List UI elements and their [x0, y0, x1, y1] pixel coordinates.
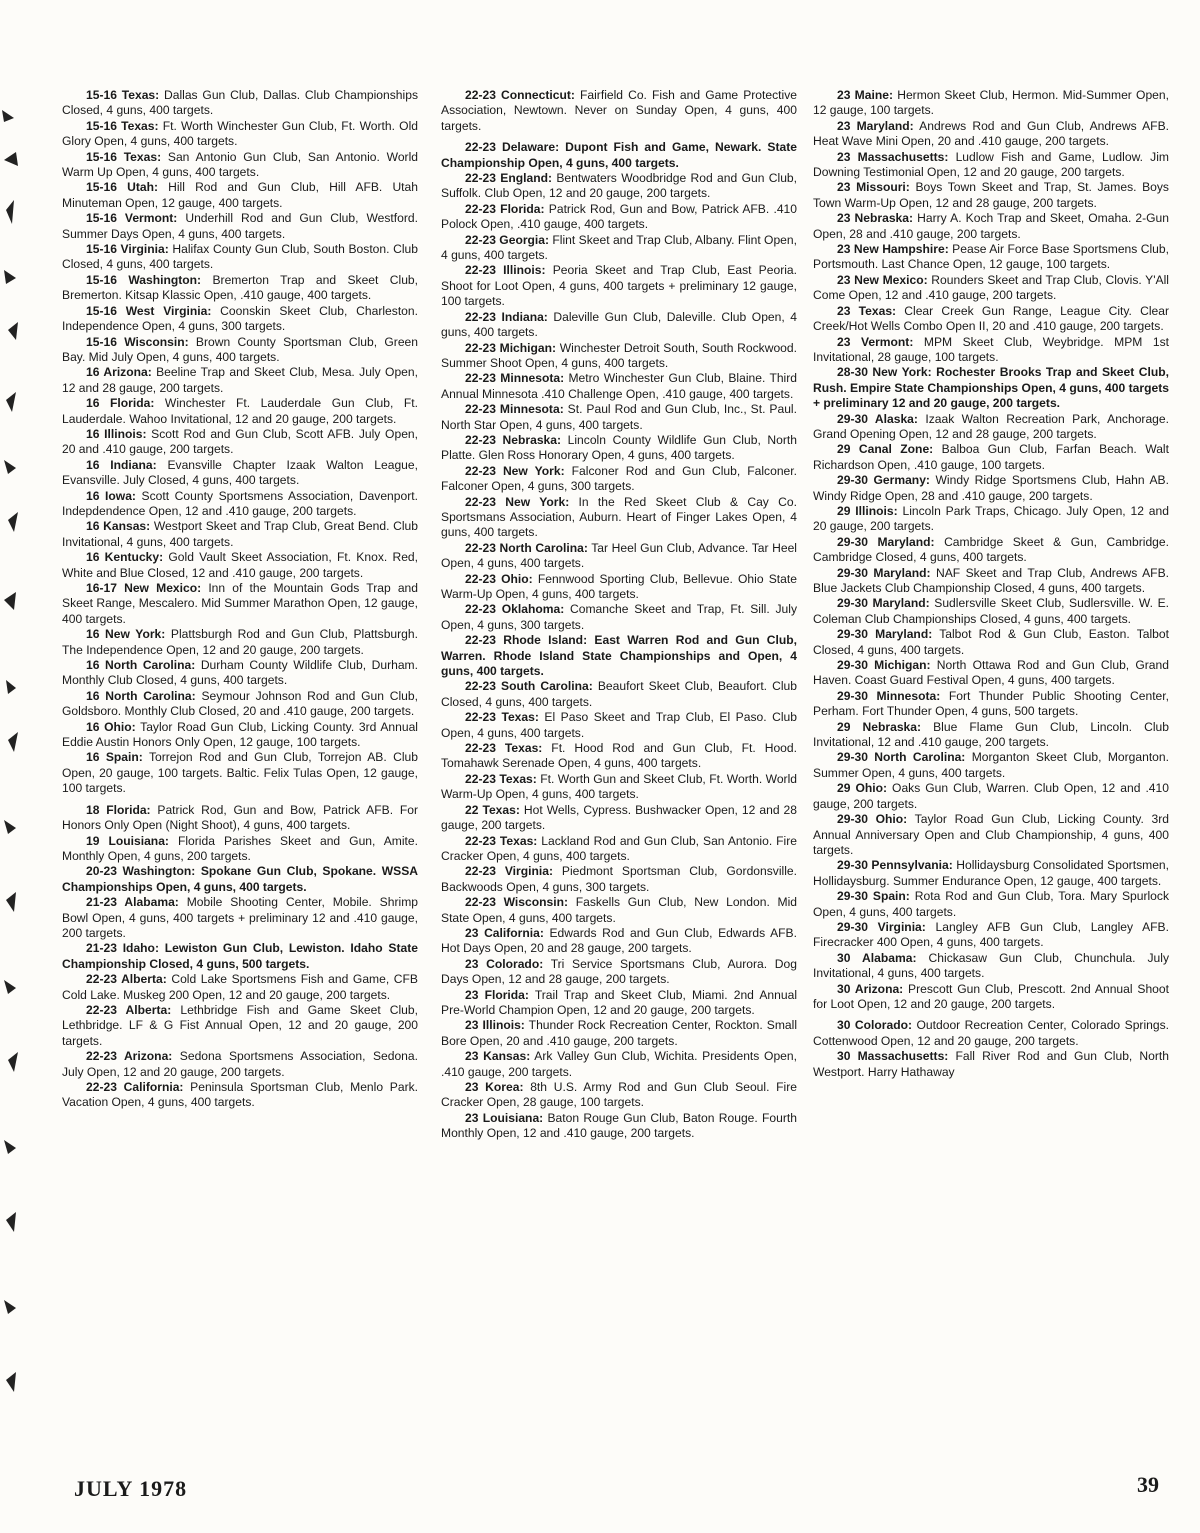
- event-date-location: 29-30 Germany:: [837, 473, 930, 488]
- event-listing: [62, 211, 418, 242]
- event-details: Westport Skeet and Trap Club, Great Bend. Club Invitational, 4 guns, 400 targets.: [62, 519, 418, 549]
- event-details: MPM Skeet Club, Weybridge. MPM 1st Invitational, 28 gauge, 100 targets.: [813, 334, 1170, 364]
- event-listing: [813, 812, 1169, 858]
- event-listing: [813, 920, 1169, 951]
- event-listing: [441, 1111, 797, 1142]
- event-date-location: 22-23 New York:: [465, 494, 570, 509]
- event-listing: [813, 658, 1169, 689]
- event-details: Spokane Gun Club, Spokane. WSSA Championships Open, 4 guns, 400 targets.: [62, 864, 419, 894]
- event-details: Outdoor Recreation Center, Colorado Springs. Cottenwood Open, 12 and 20 gauge, 200 targets.: [813, 1018, 1169, 1048]
- event-listing: [441, 202, 797, 233]
- event-listing: [813, 750, 1169, 781]
- event-date-location: 16 North Carolina:: [86, 688, 196, 703]
- event-date-location: 16 New York:: [86, 627, 166, 642]
- event-details: Taylor Road Gun Club, Licking County. 3rd Annual Anniversary Open and Club Championship, 4 guns, 400 targets.: [813, 812, 1169, 857]
- event-details: Hot Wells, Cypress. Bushwacker Open, 12 and 28 gauge, 200 targets.: [441, 802, 798, 833]
- event-listing: [813, 242, 1169, 273]
- event-date-location: 15-16 Washington:: [86, 272, 202, 287]
- event-date-location: 15-16 Utah:: [86, 180, 158, 195]
- event-details: Bremerton Trap and Skeet Club, Bremerton. Kitsap Klassic Open, .410 gauge, 400 targets.: [62, 272, 419, 303]
- event-details: Evansville Chapter Izaak Walton League, Evansville. July Closed, 4 guns, 400 targets.: [62, 457, 418, 488]
- event-listing: [441, 1049, 797, 1080]
- event-details: Cold Lake Sportsmens Fish and Game, CFB Cold Lake. Muskeg 200 Open, 12 and 20 gauge, 200 targets.: [62, 972, 418, 1002]
- event-date-location: 15-16 Texas:: [86, 149, 162, 164]
- event-details: Brown County Sportsman Club, Green Bay. Mid July Open, 4 guns, 400 targets.: [62, 334, 418, 364]
- event-listing: [62, 627, 418, 658]
- event-listing: [813, 365, 1169, 411]
- event-listing: [441, 341, 797, 372]
- event-details: Trail Trap and Skeet Club, Miami. 2nd Annual Pre-World Champion Open, 12 and 20 gauge, 200 targets.: [441, 987, 798, 1017]
- event-date-location: 15-16 Wisconsin:: [86, 334, 189, 349]
- event-details: Halifax County Gun Club, South Boston. Club Closed, 4 guns, 400 targets.: [62, 242, 418, 272]
- event-details: Andrews Rod and Gun Club, Andrews AFB. Heat Wave Mini Open, 20 and .410 gauge, 200 targets.: [813, 118, 1169, 149]
- event-listing: [62, 180, 418, 211]
- event-listing: [813, 781, 1169, 812]
- event-date-location: 29 Ohio:: [837, 781, 888, 796]
- event-details: Dupont Fish and Game, Newark. State Championship Open, 4 guns, 400 targets.: [441, 140, 797, 170]
- event-listing: [813, 689, 1169, 720]
- event-details: Talbot Rod & Gun Club, Easton. Talbot Closed, 4 guns, 400 targets.: [813, 627, 1169, 657]
- event-details: Blue Flame Gun Club, Lincoln. Club Invitational, 12 and .410 gauge, 200 targets.: [813, 719, 1169, 750]
- event-details: Edwards Rod and Gun Club, Edwards AFB. Hot Days Open, 20 and 28 gauge, 200 targets.: [441, 925, 797, 956]
- event-listing: [441, 371, 797, 402]
- event-date-location: 23 Maine:: [837, 88, 893, 102]
- event-listing: [441, 1080, 797, 1111]
- event-date-location: 22-23 Delaware:: [465, 140, 560, 155]
- event-details: Lethbridge Fish and Game Skeet Club, Lethbridge. LF & G Fist Annual Open, 12 and 20 gauge, 200 targets.: [62, 1002, 418, 1048]
- event-date-location: 29 Illinois:: [837, 503, 898, 518]
- event-date-location: 30 Massachusetts:: [837, 1049, 949, 1064]
- event-date-location: 16 Indiana:: [86, 457, 157, 472]
- event-date-location: 29-30 Alaska:: [837, 411, 918, 426]
- event-details: Baton Rouge Gun Club, Baton Rouge. Fourth Monthly Open, 12 and .410 gauge, 200 targets.: [441, 1110, 797, 1141]
- event-details: El Paso Skeet and Trap Club, El Paso. Club Open, 4 guns, 400 targets.: [441, 710, 797, 740]
- event-date-location: 23 New Hampshire:: [837, 242, 949, 257]
- event-listing: [62, 304, 418, 335]
- event-listing: [813, 119, 1169, 150]
- event-details: Sudlersville Skeet Club, Sudlersville. W. E. Coleman Club Championships Closed, 4 guns, 400 targets.: [813, 596, 1169, 626]
- event-details: Langley AFB Gun Club, Langley AFB. Firecracker 400 Open, 4 guns, 400 targets.: [813, 919, 1169, 950]
- page-number: 39: [1137, 1472, 1159, 1497]
- event-date-location: 29-30 North Carolina:: [837, 750, 966, 765]
- event-details: Torrejon Rod and Gun Club, Torrejon AB. Club Open, 20 gauge, 100 targets. Baltic. Felix Tulas Open, 12 gauge, 100 targets.: [62, 750, 418, 796]
- event-details: Lincoln Park Traps, Chicago. July Open, 12 and 20 gauge, 200 targets.: [813, 503, 1169, 534]
- event-listing: [813, 951, 1169, 982]
- event-details: Florida Parishes Skeet and Gun, Amite. Monthly Open, 4 guns, 200 targets.: [62, 833, 418, 863]
- event-listing: [62, 895, 418, 941]
- event-listing: [441, 988, 797, 1019]
- event-details: Daleville Gun Club, Daleville. Club Open, 4 guns, 400 targets.: [441, 309, 798, 340]
- event-listing: [813, 1049, 1169, 1080]
- event-date-location: 29 Canal Zone:: [837, 442, 934, 457]
- event-listing: [62, 581, 418, 627]
- event-details: Metro Winchester Gun Club, Blaine. Third Annual Minnesota .410 Challenge Open, .410 gauge, 400 targets.: [441, 371, 797, 401]
- event-listing: [62, 242, 418, 273]
- event-details: Taylor Road Gun Club, Licking County. 3rd Annual Eddie Austin Honors Only Open, 12 gauge, 100 targets.: [62, 719, 418, 750]
- event-date-location: 22-23 England:: [465, 171, 553, 186]
- event-details: Scott County Sportsmens Association, Davenport. Indepdendence Open, 12 and .410 gauge, 200 targets.: [62, 488, 418, 518]
- event-listing: [441, 541, 797, 572]
- event-listing: [441, 803, 797, 834]
- event-date-location: 23 Massachusetts:: [837, 149, 949, 164]
- event-date-location: 19 Louisiana:: [86, 833, 169, 848]
- event-date-location: 16 Kentucky:: [86, 550, 164, 565]
- event-details: Piedmont Sportsman Club, Gordonsville. Backwoods Open, 4 guns, 300 targets.: [441, 864, 797, 894]
- event-listing: [441, 1018, 797, 1049]
- event-listing: [62, 396, 418, 427]
- event-details: Falconer Rod and Gun Club, Falconer. Falconer Open, 4 guns, 300 targets.: [441, 463, 797, 494]
- event-date-location: 22-23 Michigan:: [465, 340, 557, 355]
- event-date-location: 29-30 Maryland:: [837, 565, 931, 580]
- event-date-location: 23 Colorado:: [465, 956, 544, 971]
- event-details: Harry A. Koch Trap and Skeet, Omaha. 2-Gun Open, 28 and .410 gauge, 200 targets.: [813, 211, 1170, 241]
- event-listing: [62, 550, 418, 581]
- event-date-location: 16 Iowa:: [86, 488, 136, 503]
- event-details: Prescott Gun Club, Prescott. 2nd Annual Shoot for Loot Open, 12 and 20 gauge, 200 targets.: [813, 981, 1169, 1011]
- event-listing: [813, 504, 1169, 535]
- event-date-location: 30 Colorado:: [837, 1018, 913, 1033]
- event-details: Seymour Johnson Rod and Gun Club, Goldsboro. Monthly Club Closed, 20 and .410 gauge, 200 targets.: [62, 688, 418, 719]
- event-listing: [813, 180, 1169, 211]
- event-date-location: 15-16 Texas:: [86, 88, 160, 102]
- event-details: Boys Town Skeet and Trap, St. James. Boys Town Warm-Up Open, 12 and 28 gauge, 200 targets.: [813, 180, 1169, 210]
- event-date-location: 23 Florida:: [465, 987, 529, 1002]
- event-details: Izaak Walton Recreation Park, Anchorage. Grand Opening Open, 12 and 28 gauge, 200 targets.: [813, 411, 1169, 441]
- event-date-location: 23 Maryland:: [837, 118, 914, 133]
- event-details: Fort Thunder Public Shooting Center, Perham. Fort Thunder Open, 4 guns, 500 targets.: [813, 688, 1169, 719]
- listing-column-1: [62, 88, 418, 1111]
- event-date-location: 16 Ohio:: [86, 719, 136, 734]
- event-details: Ark Valley Gun Club, Wichita. Presidents Open, .410 gauge, 200 targets.: [441, 1049, 797, 1079]
- event-details: Underhill Rod and Gun Club, Westford. Summer Days Open, 4 guns, 400 targets.: [62, 211, 418, 241]
- event-date-location: 23 Illinois:: [465, 1018, 525, 1033]
- event-listing: [813, 211, 1169, 242]
- event-date-location: 16 North Carolina:: [86, 658, 196, 673]
- event-date-location: 28-30 New York:: [837, 365, 932, 380]
- event-details: Sedona Sportsmens Association, Sedona. July Open, 12 and 20 gauge, 200 targets.: [62, 1049, 418, 1079]
- event-date-location: 22-23 Minnesota:: [465, 402, 564, 417]
- event-details: Winchester Ft. Lauderdale Gun Club, Ft. Lauderdale. Wahoo Invitational, 12 and 20 gauge, 200 targets.: [62, 396, 418, 426]
- event-listing: [441, 310, 797, 341]
- event-listing: [813, 566, 1169, 597]
- event-details: San Antonio Gun Club, San Antonio. World Warm Up Open, 4 guns, 400 targets.: [62, 149, 418, 180]
- event-details: Rounders Skeet and Trap Club, Clovis. Y'All Come Open, 12 and .410 gauge, 200 targets.: [813, 272, 1169, 303]
- event-listing: [62, 519, 418, 550]
- event-details: Patrick Rod, Gun and Bow, Patrick AFB. For Honors Only Open (Night Shoot), 4 guns, 400 targets.: [62, 802, 418, 833]
- event-date-location: 23 Missouri:: [837, 180, 910, 195]
- event-date-location: 23 Vermont:: [837, 334, 914, 349]
- event-details: Ft. Hood Rod and Gun Club, Ft. Hood. Tomahawk Serenade Open, 4 guns, 400 targets.: [441, 741, 797, 771]
- event-details: Gold Vault Skeet Association, Ft. Knox. Red, White and Blue Closed, 12 and .410 gauge, 200 targets.: [62, 550, 419, 580]
- event-details: Oaks Gun Club, Warren. Club Open, 12 and .410 gauge, 200 targets.: [813, 781, 1169, 811]
- event-details: Rota Rod and Gun Club, Tora. Mary Spurlock Open, 4 guns, 400 targets.: [813, 889, 1169, 919]
- event-details: Lackland Rod and Gun Club, San Antonio. Fire Cracker Open, 4 guns, 400 targets.: [441, 833, 797, 863]
- event-details: Hill Rod and Gun Club, Hill AFB. Utah Minuteman Open, 12 gauge, 400 targets.: [62, 180, 418, 210]
- event-details: Flint Skeet and Trap Club, Albany. Flint Open, 4 guns, 400 targets.: [441, 232, 797, 263]
- event-details: In the Red Skeet Club & Cay Co. Sportsmans Association, Auburn. Heart of Finger Lakes Open, 4 guns, 400 targets.: [441, 494, 797, 540]
- event-date-location: 22 Texas:: [465, 802, 520, 817]
- listing-column-2: [441, 88, 797, 1142]
- event-date-location: 22-23 Texas:: [465, 771, 537, 786]
- event-date-location: 22-23 Indiana:: [465, 309, 548, 324]
- event-listing: [441, 602, 797, 633]
- event-date-location: 22-23 Rhode Island:: [465, 633, 588, 648]
- event-date-location: 22-23 Illinois:: [465, 263, 546, 278]
- event-details: St. Paul Rod and Gun Club, Inc., St. Paul. North Star Open, 4 guns, 400 targets.: [441, 402, 797, 432]
- event-date-location: 15-16 Vermont:: [86, 211, 178, 226]
- event-date-location: 29-30 Maryland:: [837, 596, 930, 611]
- event-listing: [441, 957, 797, 988]
- event-listing: [813, 473, 1169, 504]
- event-listing: [813, 412, 1169, 443]
- event-date-location: 22-23 New York:: [465, 463, 565, 478]
- event-details: Thunder Rock Recreation Center, Rockton. Small Bore Open, 20 and .410 gauge, 200 targets.: [441, 1018, 798, 1048]
- event-listing: [62, 834, 418, 865]
- event-date-location: 23 Kansas:: [465, 1049, 531, 1064]
- event-date-location: 22-23 Texas:: [465, 710, 539, 725]
- event-listing: [62, 335, 418, 366]
- event-listing: [813, 720, 1169, 751]
- event-date-location: 22-23 Connecticut:: [465, 88, 575, 102]
- event-date-location: 22-23 Nebraska:: [465, 432, 562, 447]
- event-details: Pease Air Force Base Sportsmens Club, Portsmouth. Last Chance Open, 12 gauge, 100 targets.: [813, 242, 1169, 272]
- event-details: Hollidaysburg Consolidated Sportsmen, Hollidaysburg. Summer Endurance Open, 12 gauge, 400 targets.: [813, 858, 1170, 888]
- event-date-location: 16 Florida:: [86, 396, 155, 411]
- event-listing: [441, 88, 797, 134]
- event-date-location: 29-30 Maryland:: [837, 627, 933, 642]
- event-listing: [62, 750, 418, 796]
- event-listing: [62, 489, 418, 520]
- event-date-location: 22-23 Florida:: [465, 201, 545, 216]
- event-date-location: 16-17 New Mexico:: [86, 581, 202, 595]
- event-listing: [813, 982, 1169, 1013]
- event-listing: [813, 858, 1169, 889]
- event-listing: [813, 150, 1169, 181]
- event-listing: [813, 442, 1169, 473]
- event-date-location: 23 California:: [465, 925, 544, 940]
- event-date-location: 30 Arizona:: [837, 981, 904, 996]
- event-details: Clear Creek Gun Range, League City. Clear Creek/Hot Wells Combo Open II, 20 and .410 gauge, 200 targets.: [813, 303, 1169, 334]
- event-date-location: 22-23 North Carolina:: [465, 540, 588, 555]
- event-listing: [441, 140, 797, 171]
- event-listing: [441, 572, 797, 603]
- event-details: Fennwood Sporting Club, Bellevue. Ohio State Warm-Up Open, 4 guns, 400 targets.: [441, 571, 797, 601]
- event-listing: [441, 402, 797, 433]
- event-details: Beeline Trap and Skeet Club, Mesa. July Open, 12 and 28 gauge, 200 targets.: [62, 365, 418, 395]
- event-details: Tar Heel Gun Club, Advance. Tar Heel Open, 4 guns, 400 targets.: [441, 540, 797, 571]
- event-date-location: 22-23 Arizona:: [86, 1049, 173, 1064]
- event-listing: [813, 335, 1169, 366]
- event-listing: [441, 895, 797, 926]
- event-listing: [62, 458, 418, 489]
- event-date-location: 18 Florida:: [86, 802, 151, 817]
- event-listing: [813, 535, 1169, 566]
- event-details: North Ottawa Rod and Gun Club, Grand Haven. Coast Guard Festival Open, 4 guns, 400 targets.: [813, 658, 1169, 688]
- event-details: Faskells Gun Club, New London. Mid State Open, 4 guns, 400 targets.: [441, 895, 797, 925]
- event-date-location: 23 New Mexico:: [837, 272, 928, 287]
- event-details: Beaufort Skeet Club, Beaufort. Club Closed, 4 guns, 400 targets.: [441, 679, 797, 709]
- event-details: Rochester Brooks Trap and Skeet Club, Rush. Empire State Championships Open, 4 guns, 400 targets + preliminary 12 and 20 gauge, 200 targets.: [813, 365, 1169, 411]
- event-listing: [441, 433, 797, 464]
- event-listing: [441, 741, 797, 772]
- event-date-location: 16 Arizona:: [86, 365, 152, 380]
- event-date-location: 22-23 Virginia:: [465, 864, 553, 879]
- event-listing: [62, 864, 418, 895]
- event-details: Bentwaters Woodbridge Rod and Gun Club, Suffolk. Club Open, 12 and 20 gauge, 200 targets.: [441, 171, 798, 201]
- event-details: Mobile Shooting Center, Mobile. Shrimp Bowl Open, 4 guns, 400 targets + preliminary 12 and .410 gauge, 200 targets.: [62, 895, 418, 940]
- event-date-location: 21-23 Alabama:: [86, 895, 179, 910]
- event-details: Coonskin Skeet Club, Charleston. Independence Open, 4 guns, 300 targets.: [62, 303, 418, 334]
- event-details: Fall River Rod and Gun Club, North Westport. Harry Hathaway: [813, 1049, 1169, 1079]
- event-date-location: 29-30 Michigan:: [837, 658, 931, 673]
- event-details: Inn of the Mountain Gods Trap and Skeet Range, Mescalero. Mid Summer Marathon Open, 12 gauge, 400 targets.: [62, 581, 419, 626]
- event-listing: [62, 803, 418, 834]
- event-date-location: 22-23 Minnesota:: [465, 371, 565, 386]
- event-details: Ft. Worth Winchester Gun Club, Ft. Worth. Old Glory Open, 4 guns, 400 targets.: [62, 118, 418, 149]
- event-details: Patrick Rod, Gun and Bow, Patrick AFB. .410 Polock Open, .410 gauge, 400 targets.: [441, 201, 797, 232]
- event-details: Morganton Skeet Club, Morganton. Summer Open, 4 guns, 400 targets.: [813, 750, 1169, 780]
- event-details: Lewiston Gun Club, Lewiston. Idaho State Championship Closed, 4 guns, 500 targets.: [62, 941, 418, 971]
- event-details: Winchester Detroit South, South Rockwood. Summer Shoot Open, 4 guns, 400 targets.: [441, 340, 797, 370]
- event-listing: [441, 233, 797, 264]
- event-details: Ludlow Fish and Game, Ludlow. Jim Downing Testimonial Open, 12 and 20 gauge, 200 targets.: [813, 149, 1169, 180]
- event-details: Lincoln County Wildlife Gun Club, North Platte. Glen Ross Honorary Open, 4 guns, 400 targets.: [441, 432, 797, 463]
- event-details: Windy Ridge Sportsmens Club, Hahn AB. Windy Ridge Open, 28 and .410 gauge, 200 targets.: [813, 473, 1169, 503]
- event-listing: [62, 273, 418, 304]
- event-listing: [813, 88, 1169, 119]
- binding-edge-marks: [0, 100, 22, 1440]
- event-listing: [62, 1003, 418, 1049]
- event-listing: [441, 464, 797, 495]
- event-date-location: 23 Nebraska:: [837, 211, 914, 226]
- event-date-location: 20-23 Washington:: [86, 864, 196, 879]
- event-date-location: 22-23 Georgia:: [465, 232, 550, 247]
- event-details: Chickasaw Gun Club, Chunchula. July Invitational, 4 guns, 400 targets.: [813, 950, 1169, 981]
- event-listing: [441, 495, 797, 541]
- event-listing: [813, 596, 1169, 627]
- event-date-location: 16 Illinois:: [86, 426, 147, 441]
- event-listing: [441, 679, 797, 710]
- event-listing: [441, 710, 797, 741]
- event-listing: [62, 427, 418, 458]
- event-listing: [62, 941, 418, 972]
- event-details: Comanche Skeet and Trap, Ft. Sill. July Open, 4 guns, 300 targets.: [441, 602, 797, 632]
- event-listing: [441, 772, 797, 803]
- event-date-location: 15-16 West Virginia:: [86, 303, 212, 318]
- event-listing: [441, 633, 797, 679]
- event-listing: [441, 263, 797, 309]
- event-date-location: 22-23 Texas:: [465, 741, 543, 756]
- issue-date: JULY 1978: [74, 1476, 188, 1501]
- event-listing: [62, 689, 418, 720]
- event-details: Fairfield Co. Fish and Game Protective Association, Newtown. Never on Sunday Open, 4 guns, 400 targets.: [441, 88, 797, 133]
- event-date-location: 22-23 Ohio:: [465, 571, 533, 586]
- event-listing: [813, 273, 1169, 304]
- event-date-location: 22-23 Alberta:: [86, 972, 167, 987]
- event-listing: [62, 119, 418, 150]
- event-details: Hermon Skeet Club, Hermon. Mid-Summer Open, 12 gauge, 100 targets.: [813, 88, 1169, 118]
- event-details: Tri Service Sportsmans Club, Aurora. Dog Days Open, 12 and 28 gauge, 200 targets.: [441, 956, 797, 987]
- event-date-location: 23 Korea:: [465, 1080, 524, 1094]
- event-date-location: 29 Nebraska:: [837, 719, 922, 734]
- event-date-location: 22-23 California:: [86, 1080, 184, 1094]
- event-date-location: 15-16 Virginia:: [86, 242, 169, 257]
- event-details: Balboa Gun Club, Farfan Beach. Walt Richardson Open, .410 gauge, 100 targets.: [813, 442, 1169, 472]
- event-listing: [813, 889, 1169, 920]
- event-date-location: 30 Alabama:: [837, 950, 917, 965]
- event-listing: [441, 171, 797, 202]
- event-details: Scott Rod and Gun Club, Scott AFB. July Open, 20 and .410 gauge, 200 targets.: [62, 426, 418, 457]
- event-listing: [813, 1018, 1169, 1049]
- event-listing: [62, 1080, 418, 1111]
- event-listing: [813, 304, 1169, 335]
- event-details: Peoria Skeet and Trap Club, East Peoria. Shoot for Loot Open, 4 guns, 400 targets + preliminary 12 gauge, 100 targets.: [441, 263, 798, 309]
- event-details: Ft. Worth Gun and Skeet Club, Ft. Worth. World Warm-Up Open, 4 guns, 400 targets.: [441, 771, 797, 802]
- event-details: Cambridge Skeet & Gun, Cambridge. Cambridge Closed, 4 guns, 400 targets.: [813, 534, 1169, 565]
- event-details: Plattsburgh Rod and Gun Club, Plattsburgh. The Independence Open, 12 and 20 gauge, 200 targets.: [62, 627, 418, 657]
- event-listing: [62, 1049, 418, 1080]
- event-listing: [813, 627, 1169, 658]
- event-listing: [62, 972, 418, 1003]
- event-date-location: 22-23 Texas:: [465, 833, 538, 848]
- event-date-location: 23 Texas:: [837, 303, 897, 318]
- event-date-location: 22-23 South Carolina:: [465, 679, 593, 694]
- event-date-location: 23 Louisiana:: [465, 1110, 544, 1125]
- listing-column-3: [813, 88, 1169, 1080]
- event-listing: [62, 150, 418, 181]
- event-date-location: 22-23 Oklahoma:: [465, 602, 565, 617]
- event-listing: [441, 834, 797, 865]
- event-details: Dallas Gun Club, Dallas. Club Championships Closed, 4 guns, 400 targets.: [62, 88, 418, 118]
- event-date-location: 29-30 Spain:: [837, 889, 910, 904]
- event-details: Peninsula Sportsman Club, Menlo Park. Vacation Open, 4 guns, 400 targets.: [62, 1080, 419, 1110]
- event-date-location: 22-23 Wisconsin:: [465, 895, 569, 910]
- event-listing: [441, 926, 797, 957]
- event-date-location: 29-30 Maryland:: [837, 534, 935, 549]
- event-date-location: 22-23 Alberta:: [86, 1002, 172, 1017]
- event-date-location: 29-30 Ohio:: [837, 812, 908, 827]
- event-details: NAF Skeet and Trap Club, Andrews AFB. Blue Jackets Club Championship Closed, 4 guns, 400 targets.: [813, 565, 1169, 595]
- event-listing: [62, 720, 418, 751]
- event-listing: [441, 864, 797, 895]
- event-details: East Warren Rod and Gun Club, Warren. Rhode Island State Championships and Open, 4 guns, 400 targets.: [441, 633, 798, 679]
- event-date-location: 21-23 Idaho:: [86, 941, 159, 956]
- event-details: 8th U.S. Army Rod and Gun Club Seoul. Fire Cracker Open, 28 gauge, 100 targets.: [441, 1080, 797, 1110]
- event-date-location: 29-30 Pennsylvania:: [837, 858, 953, 873]
- event-listing: [62, 658, 418, 689]
- event-date-location: 16 Spain:: [86, 750, 143, 765]
- event-listing: [62, 365, 418, 396]
- event-date-location: 16 Kansas:: [86, 519, 151, 534]
- event-date-location: 29-30 Minnesota:: [837, 688, 941, 703]
- event-date-location: 15-16 Texas:: [86, 118, 159, 133]
- event-details: Durham County Wildlife Club, Durham. Monthly Club Closed, 4 guns, 400 targets.: [62, 658, 418, 688]
- event-date-location: 29-30 Virginia:: [837, 919, 926, 934]
- event-listing: [62, 88, 418, 119]
